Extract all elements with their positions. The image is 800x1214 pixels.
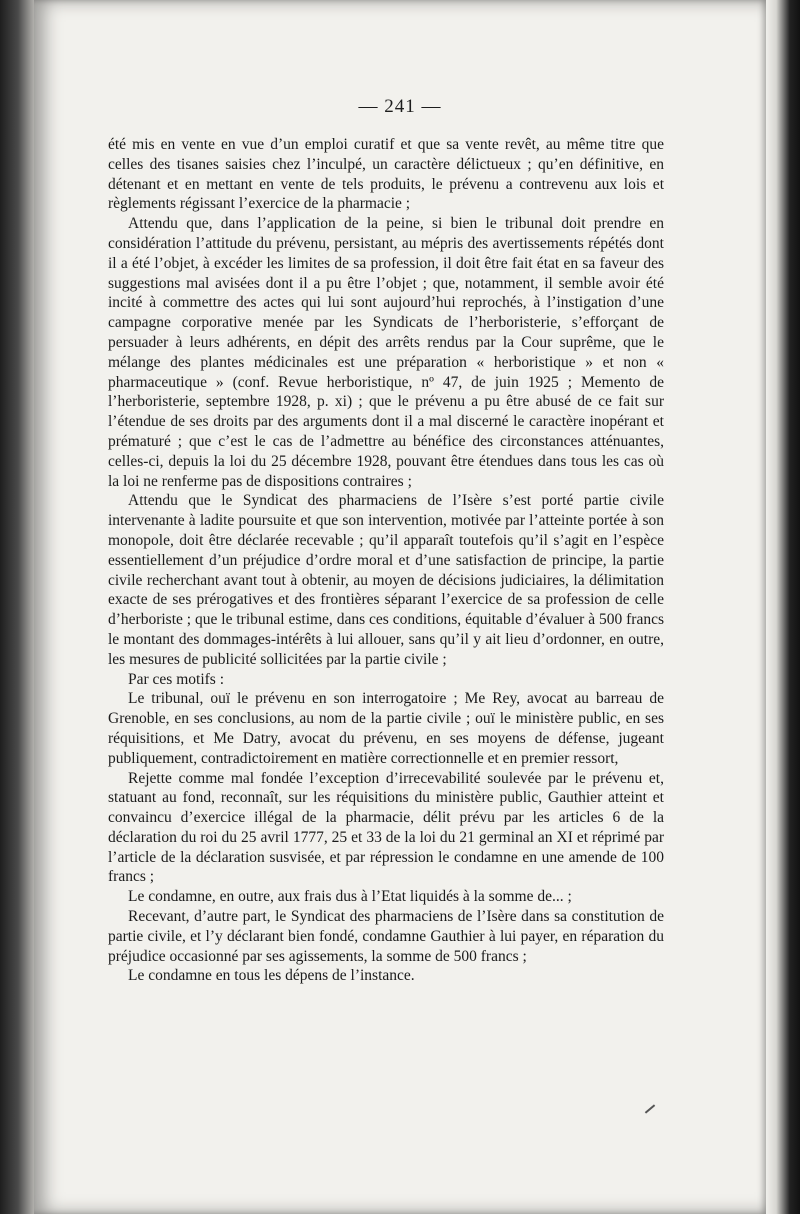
paragraph: Recevant, d’autre part, le Syndicat des pharmaciens de l’Isère dans sa constitution de partie civile, et l’y déclarant bien fondé, condamne Gauthier à lui payer, en réparation du préjudice occasionné par ses agissements, la somme de 500 francs ; (108, 908, 664, 965)
paragraph: Le condamne en tous les dépens de l’instance. (128, 967, 415, 985)
paragraph: Attendu que le Syndicat des pharmaciens de l’Isère s’est porté partie civile intervenante à ladite poursuite et que son intervention, motivée par l’atteinte portée à son monopole, doit être déclarée recevable ; qu’il apparaît toutefois qu’il s’agit en l’espèce essentiellement d’un préjudice d’ordre moral et d’une satisfaction de principe, la partie civile recherchant avant tout à obtenir, au moyen de décisions judiciaires, la délimitation exacte de ses prérogatives et des frontières séparant l’exercice de sa profession de celle d’herboriste ; que le tribunal estime, dans ces conditions, équitable d’évaluer à 500 francs le montant des dommages-intérêts à lui allouer, sans qu’il y ait lieu d’ordonner, en outre, les mesures de publicité sollicitées par la partie civile ; (108, 492, 664, 668)
pencil-mark (645, 1104, 655, 1113)
page-number: — 241 — (358, 96, 442, 117)
document-page (34, 0, 766, 1214)
paragraph: Attendu que, dans l’application de la peine, si bien le tribunal doit prendre en considération l’attitude du prévenu, persistant, au mépris des avertissements répétés dont il a été l’objet, à excéder les limites de sa profession, il doit être fait état en sa faveur des suggestions mal avisées dont il a pu être l’objet ; que, notamment, il semble avoir été incité à commettre des actes qui lui sont aujourd’hui reprochés, à l’instigation d’une campagne corporative menée par les Syndicats de l’herboristerie, s’efforçant de persuader à leurs adhérents, en dépit des arrêts rendus par la Cour suprême, que le mélange des plantes médicinales est une préparation « herboristique » et non « pharmaceutique » (conf. Revue herboristique, nº 47, de juin 1925 ; Memento de l’herboristerie, septembre 1928, p. xi) ; que le prévenu a pu être abusé de ce fait sur l’étendue de ses droits par des arguments dont il a mal discerné le caractère inopérant et prématuré ; que c’est le cas de l’admettre au bénéfice des circonstances atténuantes, celles-ci, depuis la loi du 25 décembre 1928, pouvant être étendues dans tous les cas où la loi ne renferme pas de dispositions contraires ; (108, 215, 664, 490)
body-text (108, 135, 664, 986)
paragraph: Le condamne, en outre, aux frais dus à l’Etat liquidés à la somme de... ; (128, 888, 572, 906)
paragraph: Par ces motifs : (128, 670, 224, 688)
paragraph: été mis en vente en vue d’un emploi curatif et que sa vente revêt, au même titre que celles des tisanes saisies chez l’inculpé, un caractère délictueux ; qu’en définitive, en détenant et en mettant en vente de tels produits, le prévenu a contrevenu aux lois et règlements régissant l’exercice de la pharmacie ; (108, 136, 664, 213)
paragraph: Rejette comme mal fondée l’exception d’irrecevabilité soulevée par le prévenu et, statuant au fond, reconnaît, sur les réquisitions du ministère public, Gauthier atteint et convaincu d’exercice illégal de la pharmacie, délit prévu par les articles 6 de la déclaration du roi du 25 avril 1777, 25 et 33 de la loi du 21 germinal an XI et réprimé par l’article de la déclaration susvisée, et par répression le condamne en une amende de 100 francs ; (108, 769, 664, 886)
scan-margin-right (766, 0, 800, 1214)
paragraph: Le tribunal, ouï le prévenu en son interrogatoire ; Me Rey, avocat au barreau de Grenoble, en ses conclusions, au nom de la partie civile ; ouï le ministère public, en ses réquisitions, et Me Datry, avocat du prévenu, en ses moyens de défense, jugeant publiquement, contradictoirement en matière correctionnelle et en premier ressort, (108, 690, 664, 767)
